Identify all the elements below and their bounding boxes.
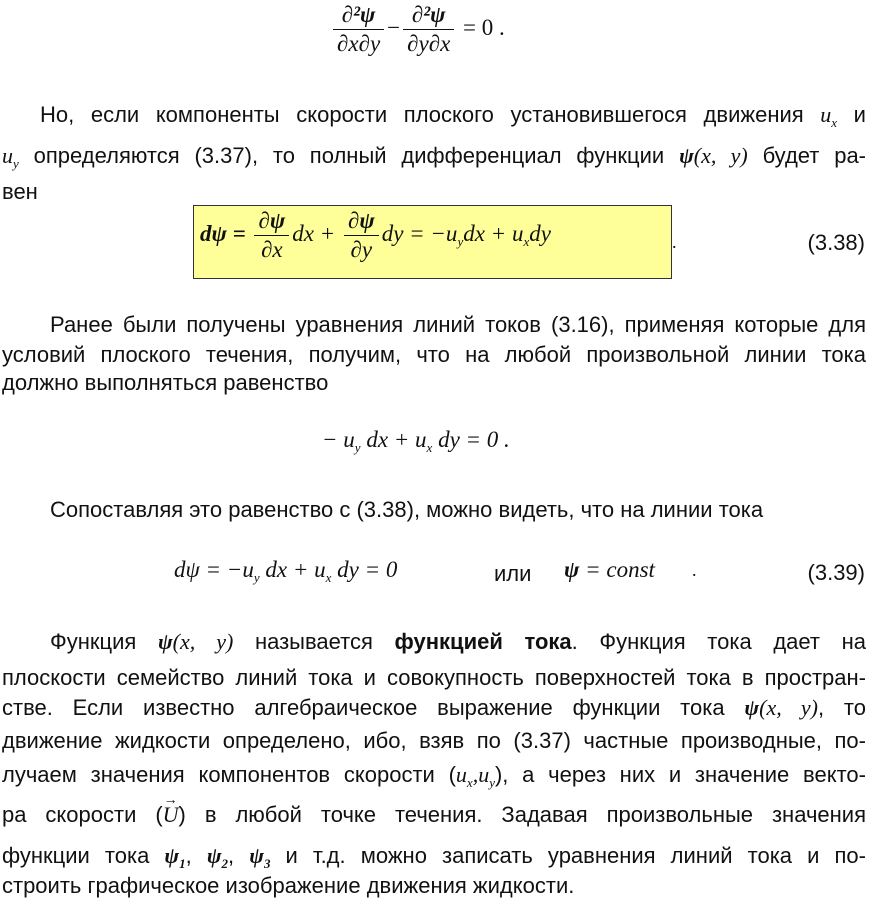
text: будет ра-: [762, 143, 867, 168]
denominator: ∂y∂x: [407, 31, 451, 56]
velocity-components: $u_x,u_y$: [455, 762, 495, 790]
text: функции тока: [2, 843, 150, 868]
fraction: $\frac{\partial\psi}{\partial x}$: [254, 208, 289, 263]
fraction-1: [333, 2, 384, 57]
text: плоскости семейство линий тока и совокупность поверхностей тока в простран-: [2, 665, 866, 690]
paragraph-line: [2, 694, 866, 722]
equation-number: (3.38): [807, 230, 865, 255]
paragraph-line: [2, 664, 866, 692]
paragraph-line: [2, 761, 866, 797]
text: ра скорости (: [2, 802, 163, 827]
paragraph-line: [2, 369, 328, 397]
minus-sign: −: [387, 14, 401, 40]
term: dx +: [292, 220, 336, 246]
numerator: ∂²ψ: [333, 2, 384, 30]
equation-streamline: − $u_y$ dx + $u_x$ dy = 0 .: [322, 427, 510, 455]
equation-period: .: [672, 232, 677, 252]
text: должно выполняться равенство: [2, 370, 329, 395]
text: условий плоского течения, получим, что на любой произвольной линии тока: [2, 342, 866, 367]
text: называется: [254, 629, 373, 654]
text: движение жидкости определено, ибо, взяв по (3.37) частные производные, по-: [2, 728, 866, 753]
psi-function: ψ(x, y): [157, 629, 234, 654]
paragraph-line: [2, 496, 763, 524]
psi-function: ψ(x, y): [744, 695, 819, 720]
paragraph-line: [2, 727, 866, 755]
equation-3-38: [200, 208, 551, 263]
paragraph-line: [2, 341, 866, 369]
fraction: $\frac{\partial\psi}{\partial y}$: [344, 208, 379, 263]
psi-3: $\psi_3$: [249, 843, 271, 871]
psi-2: $\psi_2$: [206, 843, 229, 871]
lhs: dψ =: [200, 220, 246, 246]
psi-1: $\psi_1$: [164, 843, 186, 871]
var-u: $u_x$: [820, 102, 838, 130]
paragraph-line: [2, 178, 38, 206]
text: . Функция тока дает на: [571, 629, 866, 654]
var-u: $u_y$: [2, 143, 19, 171]
paragraph-line: [2, 311, 866, 339]
equation-period: .: [692, 560, 697, 580]
equation-mixed-derivatives: [330, 2, 505, 57]
text: ) в любой точке течения. Задавая произвольные значения: [178, 802, 867, 827]
text: лучаем значения компонентов скорости (: [2, 762, 456, 787]
text: Сопоставляя это равенство с (3.38), можно видеть, что на линии тока: [50, 497, 764, 522]
fraction-2: [403, 2, 454, 57]
text: вен: [2, 179, 38, 204]
text: Функция: [50, 629, 137, 654]
text: определяются (3.37), то полный дифференциал функции: [33, 143, 665, 168]
paragraph-line: [2, 801, 866, 829]
text: и: [853, 102, 866, 127]
equation-number: (3.39): [807, 560, 865, 585]
psi-const: ψ = const: [564, 557, 655, 582]
paragraph-line: функции тока $\psi_1$, $\psi_2$, $\psi_3$ и т.д. можно записать уравнения линий тока и по-: [2, 843, 866, 871]
numerator: ∂²ψ: [403, 2, 454, 30]
bold-term: функцией тока: [394, 629, 572, 654]
text: ), а через них и значение векто-: [494, 762, 866, 787]
psi-function: ψ(x, y): [679, 143, 748, 168]
text: Ранее были получены уравнения линий токов (3.16), применяя которые для: [50, 312, 866, 337]
denominator: ∂x∂y: [337, 31, 381, 56]
text: , то: [818, 695, 867, 720]
paragraph-line: [2, 628, 866, 656]
word-or: или: [494, 561, 532, 586]
text: стве. Если известно алгебраическое выражение функции тока: [2, 695, 725, 720]
text: строить графическое изображение движения жидкости.: [2, 873, 575, 898]
paragraph-line: [2, 142, 866, 178]
equation-3-39: $d\psi = -u_y$ dx + $u_x$ dy = 0: [174, 557, 398, 585]
velocity-vector: → U: [163, 801, 179, 829]
paragraph-line: [2, 872, 574, 900]
highlighted-equation-box: [193, 205, 672, 279]
equation-rhs: = 0 .: [463, 14, 505, 40]
text: и т.д. можно записать уравнения линий тока и по-: [285, 843, 866, 868]
term: dy = $-u_ydx + u_xdy$: [381, 220, 551, 249]
paragraph-line: [2, 101, 866, 137]
text: Но, если компоненты скорости плоского установившегося движения: [40, 102, 804, 127]
